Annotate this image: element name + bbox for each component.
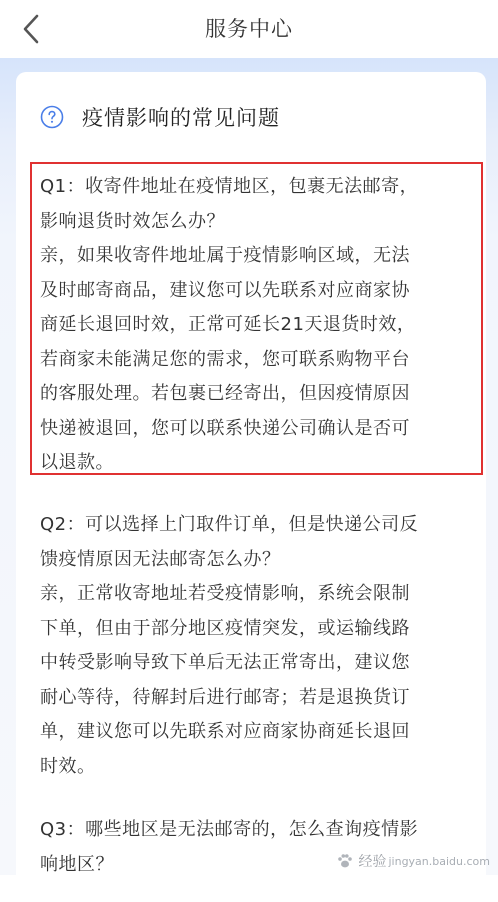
faq-question-line: Q3：哪些地区是无法邮寄的，怎么查询疫情影 — [40, 819, 419, 840]
faq-answer-line: 及时邮寄商品，建议您可以先联系对应商家协 — [40, 279, 410, 301]
question-circle-icon — [40, 105, 64, 129]
faq-item-q2 — [40, 508, 470, 784]
faq-answer-line: 中转受影响导致下单后无法正常寄出，建议您 — [40, 652, 410, 673]
faq-answer-line: 时效。 — [40, 755, 96, 777]
nav-bar — [0, 0, 498, 58]
card-header — [40, 102, 280, 132]
faq-answer-line: 亲，如果收寄件地址属于疫情影响区域，无法 — [40, 245, 410, 266]
watermark-url: jingyan.baidu.com — [388, 854, 490, 868]
faq-answer-line: 若商家未能满足您的需求，您可联系购物平台 — [40, 348, 410, 370]
card-title: 疫情影响的常见问题 — [82, 106, 280, 130]
watermark — [336, 851, 490, 871]
faq-answer-line: 耐心等待，待解封后进行邮寄；若是退换货订 — [40, 686, 410, 708]
faq-item-q1 — [40, 170, 470, 481]
faq-question-line: 馈疫情原因无法邮寄怎么办？ — [40, 548, 281, 570]
faq-question-line: 影响退货时效怎么办？ — [40, 210, 225, 232]
faq-question-line: Q1：收寄件地址在疫情地区，包裹无法邮寄， — [40, 176, 419, 197]
watermark-text: 经验 — [358, 854, 387, 870]
faq-answer-line: 商延长退回时效，正常可延长21天退货时效， — [40, 314, 416, 335]
faq-answer-line: 的客服处理。若包裹已经寄出，但因疫情原因 — [40, 383, 410, 404]
faq-answer-line: 快递被退回，您可以联系快递公司确认是否可 — [40, 417, 410, 439]
faq-item-q3 — [40, 813, 470, 882]
faq-answer-line: 下单，但由于部分地区疫情突发，或运输线路 — [40, 617, 410, 639]
faq-answer-line: 亲，正常收寄地址若受疫情影响，系统会限制 — [40, 583, 410, 604]
faq-question-line: Q2：可以选择上门取件订单，但是快递公司反 — [40, 514, 419, 535]
page-title: 服务中心 — [205, 17, 293, 41]
faq-answer-line: 以退款。 — [40, 452, 114, 473]
paw-logo-icon — [336, 852, 354, 870]
faq-question-line: 响地区？ — [40, 853, 114, 875]
faq-answer-line: 单，建议您可以先联系对应商家协商延长退回 — [40, 721, 410, 742]
